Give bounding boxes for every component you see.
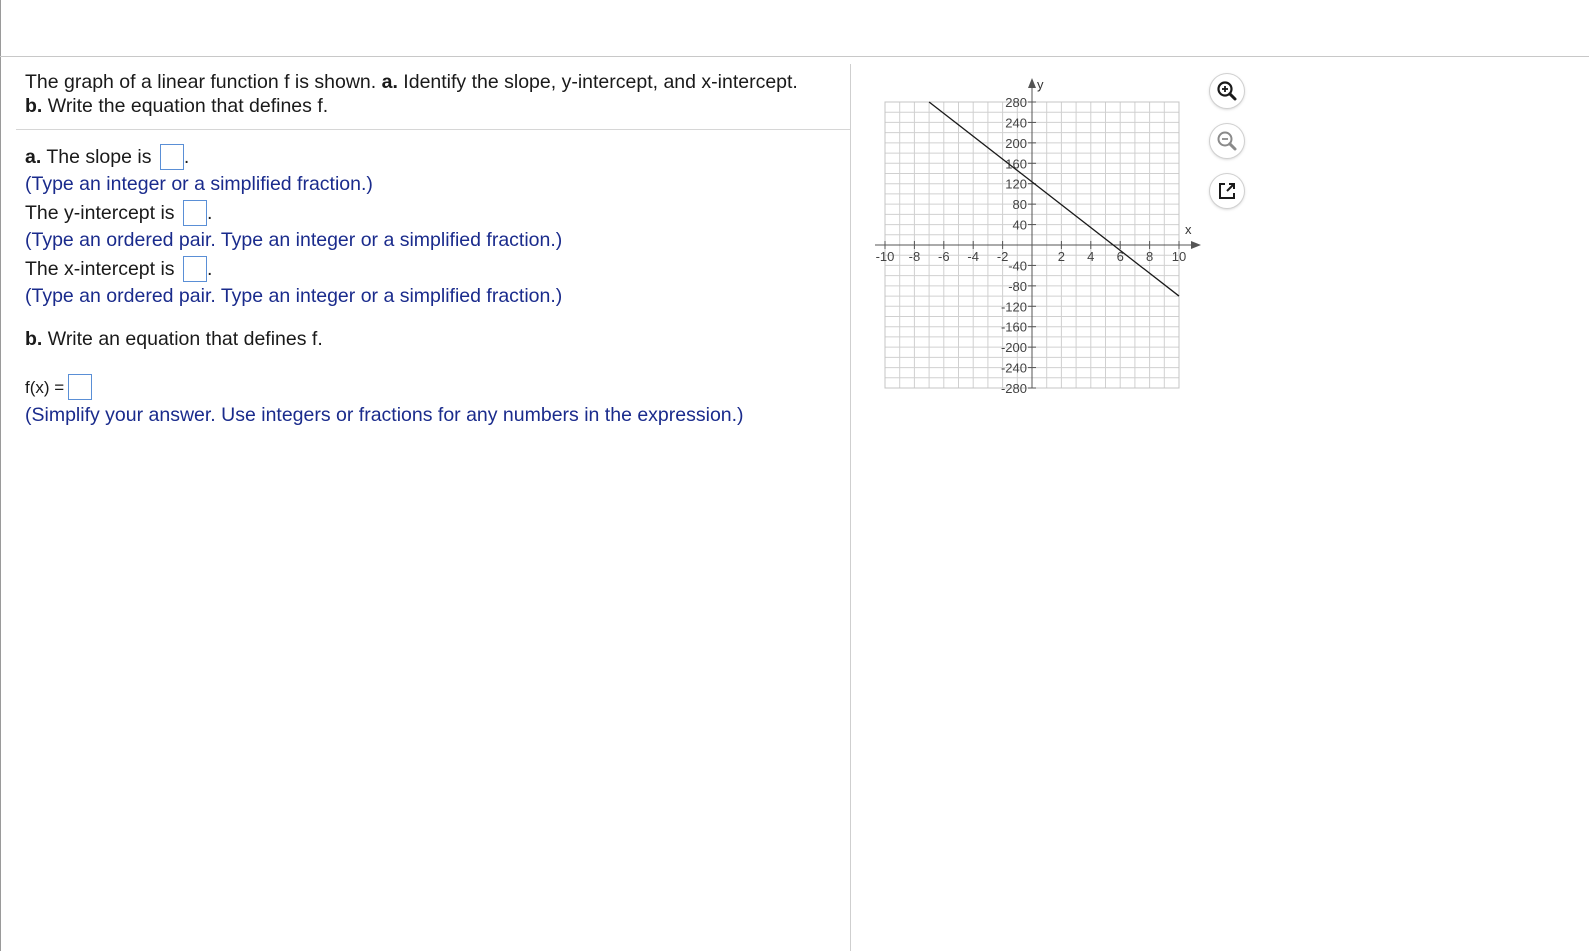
x-tick-label: -2 — [996, 249, 1009, 264]
part-b-question — [25, 327, 323, 351]
y-tick-label: -40 — [1008, 258, 1027, 274]
slope-answer-input[interactable] — [160, 144, 184, 170]
pane-splitter — [850, 64, 851, 951]
y-tick-label: 240 — [1005, 115, 1027, 131]
x-axis-arrow — [1191, 241, 1201, 249]
slope-period: . — [183, 146, 190, 168]
x-tick-label: 4 — [1087, 249, 1095, 264]
statement-a-marker: a. — [381, 71, 398, 93]
y-tick-label: -160 — [1000, 319, 1027, 335]
y-tick-label: -200 — [1000, 340, 1027, 356]
x-axis-label: x — [1185, 222, 1192, 237]
x-tick-label: -4 — [967, 249, 979, 264]
window-left-border — [0, 0, 1, 951]
xintercept-label: The x-intercept is — [25, 258, 175, 280]
x-tick-label: 8 — [1145, 249, 1154, 264]
popout-icon — [1216, 180, 1238, 202]
popout-button[interactable] — [1210, 174, 1244, 208]
yintercept-period: . — [206, 202, 213, 224]
zoom-in-icon — [1215, 79, 1239, 103]
statement-b-text: Write the equation that defines f. — [42, 95, 329, 117]
xintercept-period: . — [206, 258, 213, 280]
zoom-out-button[interactable] — [1210, 124, 1244, 158]
y-tick-label: 200 — [1005, 135, 1027, 151]
y-tick-label: -240 — [1000, 360, 1027, 376]
y-tick-label: -280 — [1000, 381, 1027, 396]
y-tick-label: 40 — [1012, 217, 1027, 233]
function-line — [929, 102, 1179, 296]
statement-a-text: Identify the slope, y-intercept, and x-intercept. — [397, 71, 798, 93]
problem-statement — [25, 70, 845, 118]
x-tick-label: 6 — [1116, 249, 1124, 264]
fx-question — [25, 374, 92, 400]
y-tick-label: 160 — [1005, 156, 1027, 172]
y-axis-label: y — [1037, 77, 1044, 92]
slope-hint: (Type an integer or a simplified fraction.) — [25, 173, 373, 195]
function-graph — [862, 70, 1207, 400]
xintercept-answer-input[interactable] — [183, 256, 207, 282]
slope-question — [25, 144, 189, 170]
fx-label: f(x) = — [25, 378, 65, 397]
fx-hint: (Simplify your answer. Use integers or fractions for any numbers in the expression.) — [25, 404, 744, 426]
x-tick-label: -6 — [938, 249, 950, 264]
y-tick-label: 120 — [1005, 176, 1027, 192]
part-b-marker: b. — [25, 328, 43, 350]
y-tick-label: -80 — [1008, 278, 1027, 294]
graph-series — [929, 102, 1179, 296]
zoom-out-icon — [1215, 129, 1239, 153]
graph-axes — [875, 77, 1201, 388]
x-tick-label: 10 — [1171, 249, 1187, 264]
statement-lead: The graph of a linear function f is shown. — [25, 71, 382, 93]
part-b-label: Write an equation that defines f. — [42, 328, 323, 350]
header-divider — [0, 56, 1589, 57]
y-tick-label: -120 — [1000, 299, 1027, 315]
xintercept-question — [25, 256, 212, 282]
zoom-in-button[interactable] — [1210, 74, 1244, 108]
yintercept-answer-input[interactable] — [183, 200, 207, 226]
xintercept-hint: (Type an ordered pair. Type an integer or a simplified fraction.) — [25, 285, 563, 307]
part-a-marker: a. — [25, 146, 42, 168]
slope-label: The slope is — [41, 146, 152, 168]
yintercept-hint: (Type an ordered pair. Type an integer or a simplified fraction.) — [25, 229, 563, 251]
statement-b-marker: b. — [25, 95, 43, 117]
statement-divider — [16, 129, 850, 130]
y-tick-label: 280 — [1005, 95, 1027, 110]
x-tick-label: -8 — [908, 249, 921, 264]
x-tick-label: -10 — [875, 249, 895, 264]
fx-answer-input[interactable] — [68, 374, 92, 400]
yintercept-label: The y-intercept is — [25, 202, 175, 224]
x-tick-label: 2 — [1057, 249, 1066, 264]
y-axis-arrow — [1028, 78, 1036, 88]
yintercept-question — [25, 200, 212, 226]
y-tick-label: 80 — [1012, 197, 1027, 213]
